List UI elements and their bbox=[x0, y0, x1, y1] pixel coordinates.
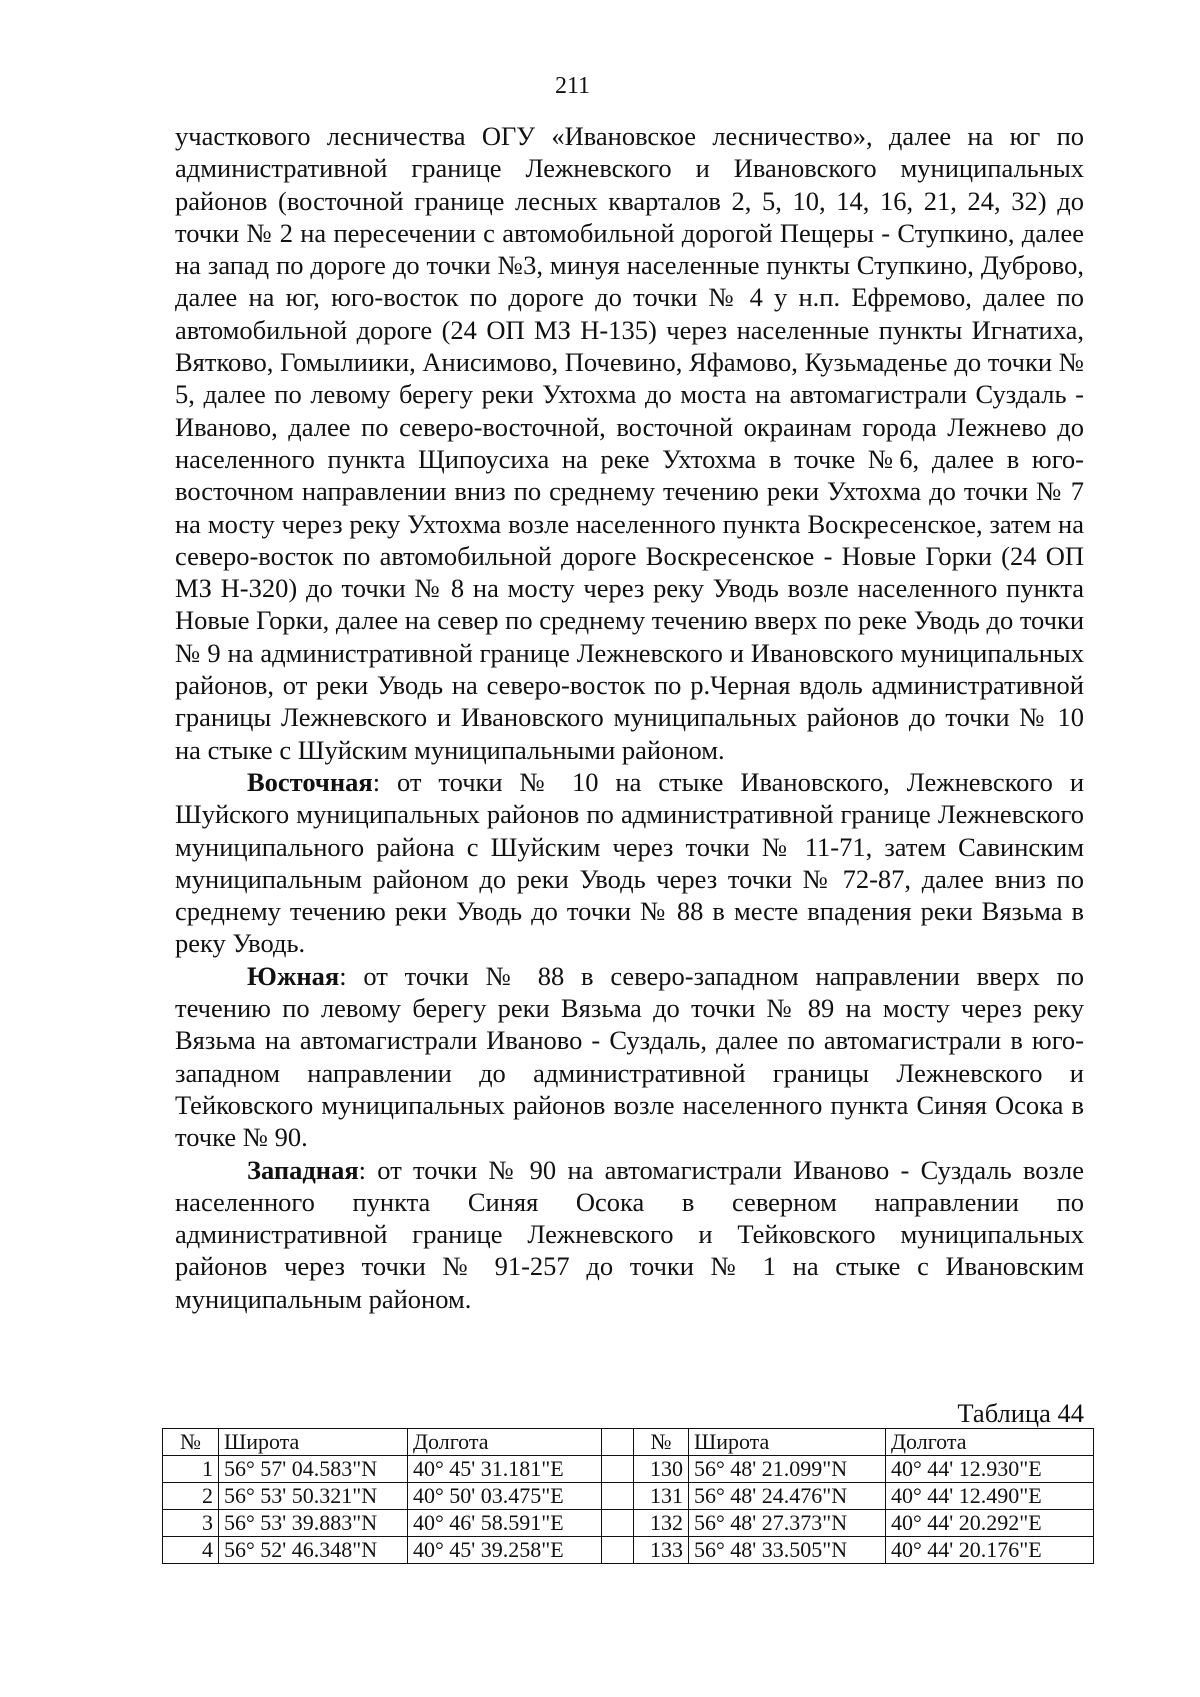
header-lon-left: Долгота bbox=[408, 1429, 602, 1456]
cell-num: 1 bbox=[163, 1456, 219, 1483]
cell-lat: 56° 52' 46.348"N bbox=[219, 1537, 408, 1564]
section-lead-east: Восточная bbox=[247, 766, 373, 797]
header-num-right: № bbox=[634, 1429, 689, 1456]
cell-lon: 40° 44' 20.292"E bbox=[886, 1510, 1094, 1537]
header-lon-right: Долгота bbox=[886, 1429, 1094, 1456]
paragraph-west-border bbox=[175, 1154, 1084, 1315]
paragraph-text: : от точки № 90 на автомагистрали Иваново - Суздаль возле населенного пункта Синяя Осока в северном направлении по административной границе Лежневского и Тейковского муниципальных районов через точки № 91-257 до точки № 1 на стыке с Ивановским муниципальным районом. bbox=[175, 1154, 1084, 1314]
cell-num: 130 bbox=[634, 1456, 689, 1483]
cell-lat: 56° 53' 50.321"N bbox=[219, 1483, 408, 1510]
page-number: 211 bbox=[554, 73, 591, 99]
cell-lon: 40° 45' 39.258"E bbox=[408, 1537, 602, 1564]
cell-lat: 56° 48' 33.505"N bbox=[689, 1537, 886, 1564]
section-lead-west: Западная bbox=[247, 1154, 359, 1185]
table-header-row bbox=[163, 1429, 1094, 1456]
cell-num: 132 bbox=[634, 1510, 689, 1537]
table-gap bbox=[602, 1456, 634, 1483]
table-row bbox=[163, 1456, 1094, 1483]
cell-lat: 56° 53' 39.883"N bbox=[219, 1510, 408, 1537]
cell-lat: 56° 48' 24.476"N bbox=[689, 1483, 886, 1510]
header-lat-right: Широта bbox=[689, 1429, 886, 1456]
paragraph-text: : от точки № 10 на стыке Ивановского, Лежневского и Шуйского муниципальных районов по административной границе Лежневского муниципального района с Шуйским через точки № 11-71, затем Савинским муниципальным районом до реки Уводь через точки № 72-87, далее вниз по среднему течению реки Уводь до точки № 88 в месте впадения реки Вязьма в реку Уводь. bbox=[175, 766, 1084, 959]
table-row bbox=[163, 1537, 1094, 1564]
cell-lon: 40° 44' 12.490"E bbox=[886, 1483, 1094, 1510]
table-row bbox=[163, 1483, 1094, 1510]
cell-num: 133 bbox=[634, 1537, 689, 1564]
table-gap bbox=[602, 1483, 634, 1510]
cell-num: 131 bbox=[634, 1483, 689, 1510]
section-lead-south: Южная bbox=[247, 960, 340, 991]
table-row bbox=[163, 1510, 1094, 1537]
body-text bbox=[175, 120, 1084, 1315]
paragraph-east-border bbox=[175, 766, 1084, 960]
paragraph-north-continued bbox=[175, 120, 1084, 766]
cell-lat: 56° 48' 27.373"N bbox=[689, 1510, 886, 1537]
table-gap bbox=[602, 1510, 634, 1537]
paragraph-south-border bbox=[175, 960, 1084, 1154]
cell-lon: 40° 50' 03.475"E bbox=[408, 1483, 602, 1510]
cell-lon: 40° 44' 20.176"E bbox=[886, 1537, 1094, 1564]
paragraph-text: : от точки № 88 в северо-западном направлении вверх по течению по левому берегу реки Вязьма до точки № 89 на мосту через реку Вязьма на автомагистрали Иваново - Суздаль, далее по автомагистрали в юго-западном направлении до административной границы Лежневского и Тейковского муниципальных районов возле населенного пункта Синяя Осока в точке № 90. bbox=[175, 960, 1084, 1153]
header-num-left: № bbox=[163, 1429, 219, 1456]
paragraph-text: участкового лесничества ОГУ «Ивановское лесничество», далее на юг по административной границе Лежневского и Ивановского муниципальных районов (восточной границе лесных кварталов 2, 5, 10, 14, 16, 21, 24, 32) до точки № 2 на пересечении с автомобильной дорогой Пещеры - Ступкино, далее на запад по дороге до точки №3, минуя населенные пункты Ступкино, Дуброво, далее на юг, юго-восток по дороге до точки № 4 у н.п. Ефремово, далее по автомобильной дороге (24 ОП МЗ Н-135) через населенные пункты Игнатиха, Вятково, Гомылиики, Анисимово, Почевино, Яфамово, Кузьмаденье до точки № 5, далее по левому берегу реки Ухтохма до моста на автомагистрали Суздаль - Иваново, далее по северо-восточной, восточной окраинам города Лежнево до населенного пункта Щипоусиха на реке Ухтохма в точке №6, далее в юго-восточном направлении вниз по среднему течению реки Ухтохма до точки № 7 на мосту через реку Ухтохма возле населенного пункта Воскресенское, затем на северо-восток по автомобильной дороге Воскресенское - Новые Горки (24 ОП МЗ Н-320) до точки № 8 на мосту через реку Уводь возле населенного пункта Новые Горки, далее на север по среднему течению вверх по реке Уводь до точки № 9 на административной границе Лежневского и Ивановского муниципальных районов, от реки Уводь на северо-восток по р.Черная вдоль административной границы Лежневского и Ивановского муниципальных районов до точки № 10 на стыке с Шуйским муниципальными районом. bbox=[175, 121, 1085, 765]
cell-num: 2 bbox=[163, 1483, 219, 1510]
header-lat-left: Широта bbox=[219, 1429, 408, 1456]
cell-lon: 40° 45' 31.181"E bbox=[408, 1456, 602, 1483]
cell-lat: 56° 57' 04.583"N bbox=[219, 1456, 408, 1483]
coordinates-table bbox=[162, 1428, 1094, 1564]
cell-lon: 40° 44' 12.930"E bbox=[886, 1456, 1094, 1483]
cell-num: 4 bbox=[163, 1537, 219, 1564]
cell-lon: 40° 46' 58.591"E bbox=[408, 1510, 602, 1537]
cell-num: 3 bbox=[163, 1510, 219, 1537]
table-gap bbox=[602, 1429, 634, 1456]
cell-lat: 56° 48' 21.099"N bbox=[689, 1456, 886, 1483]
table-gap bbox=[602, 1537, 634, 1564]
table-caption: Таблица 44 bbox=[957, 1398, 1084, 1428]
